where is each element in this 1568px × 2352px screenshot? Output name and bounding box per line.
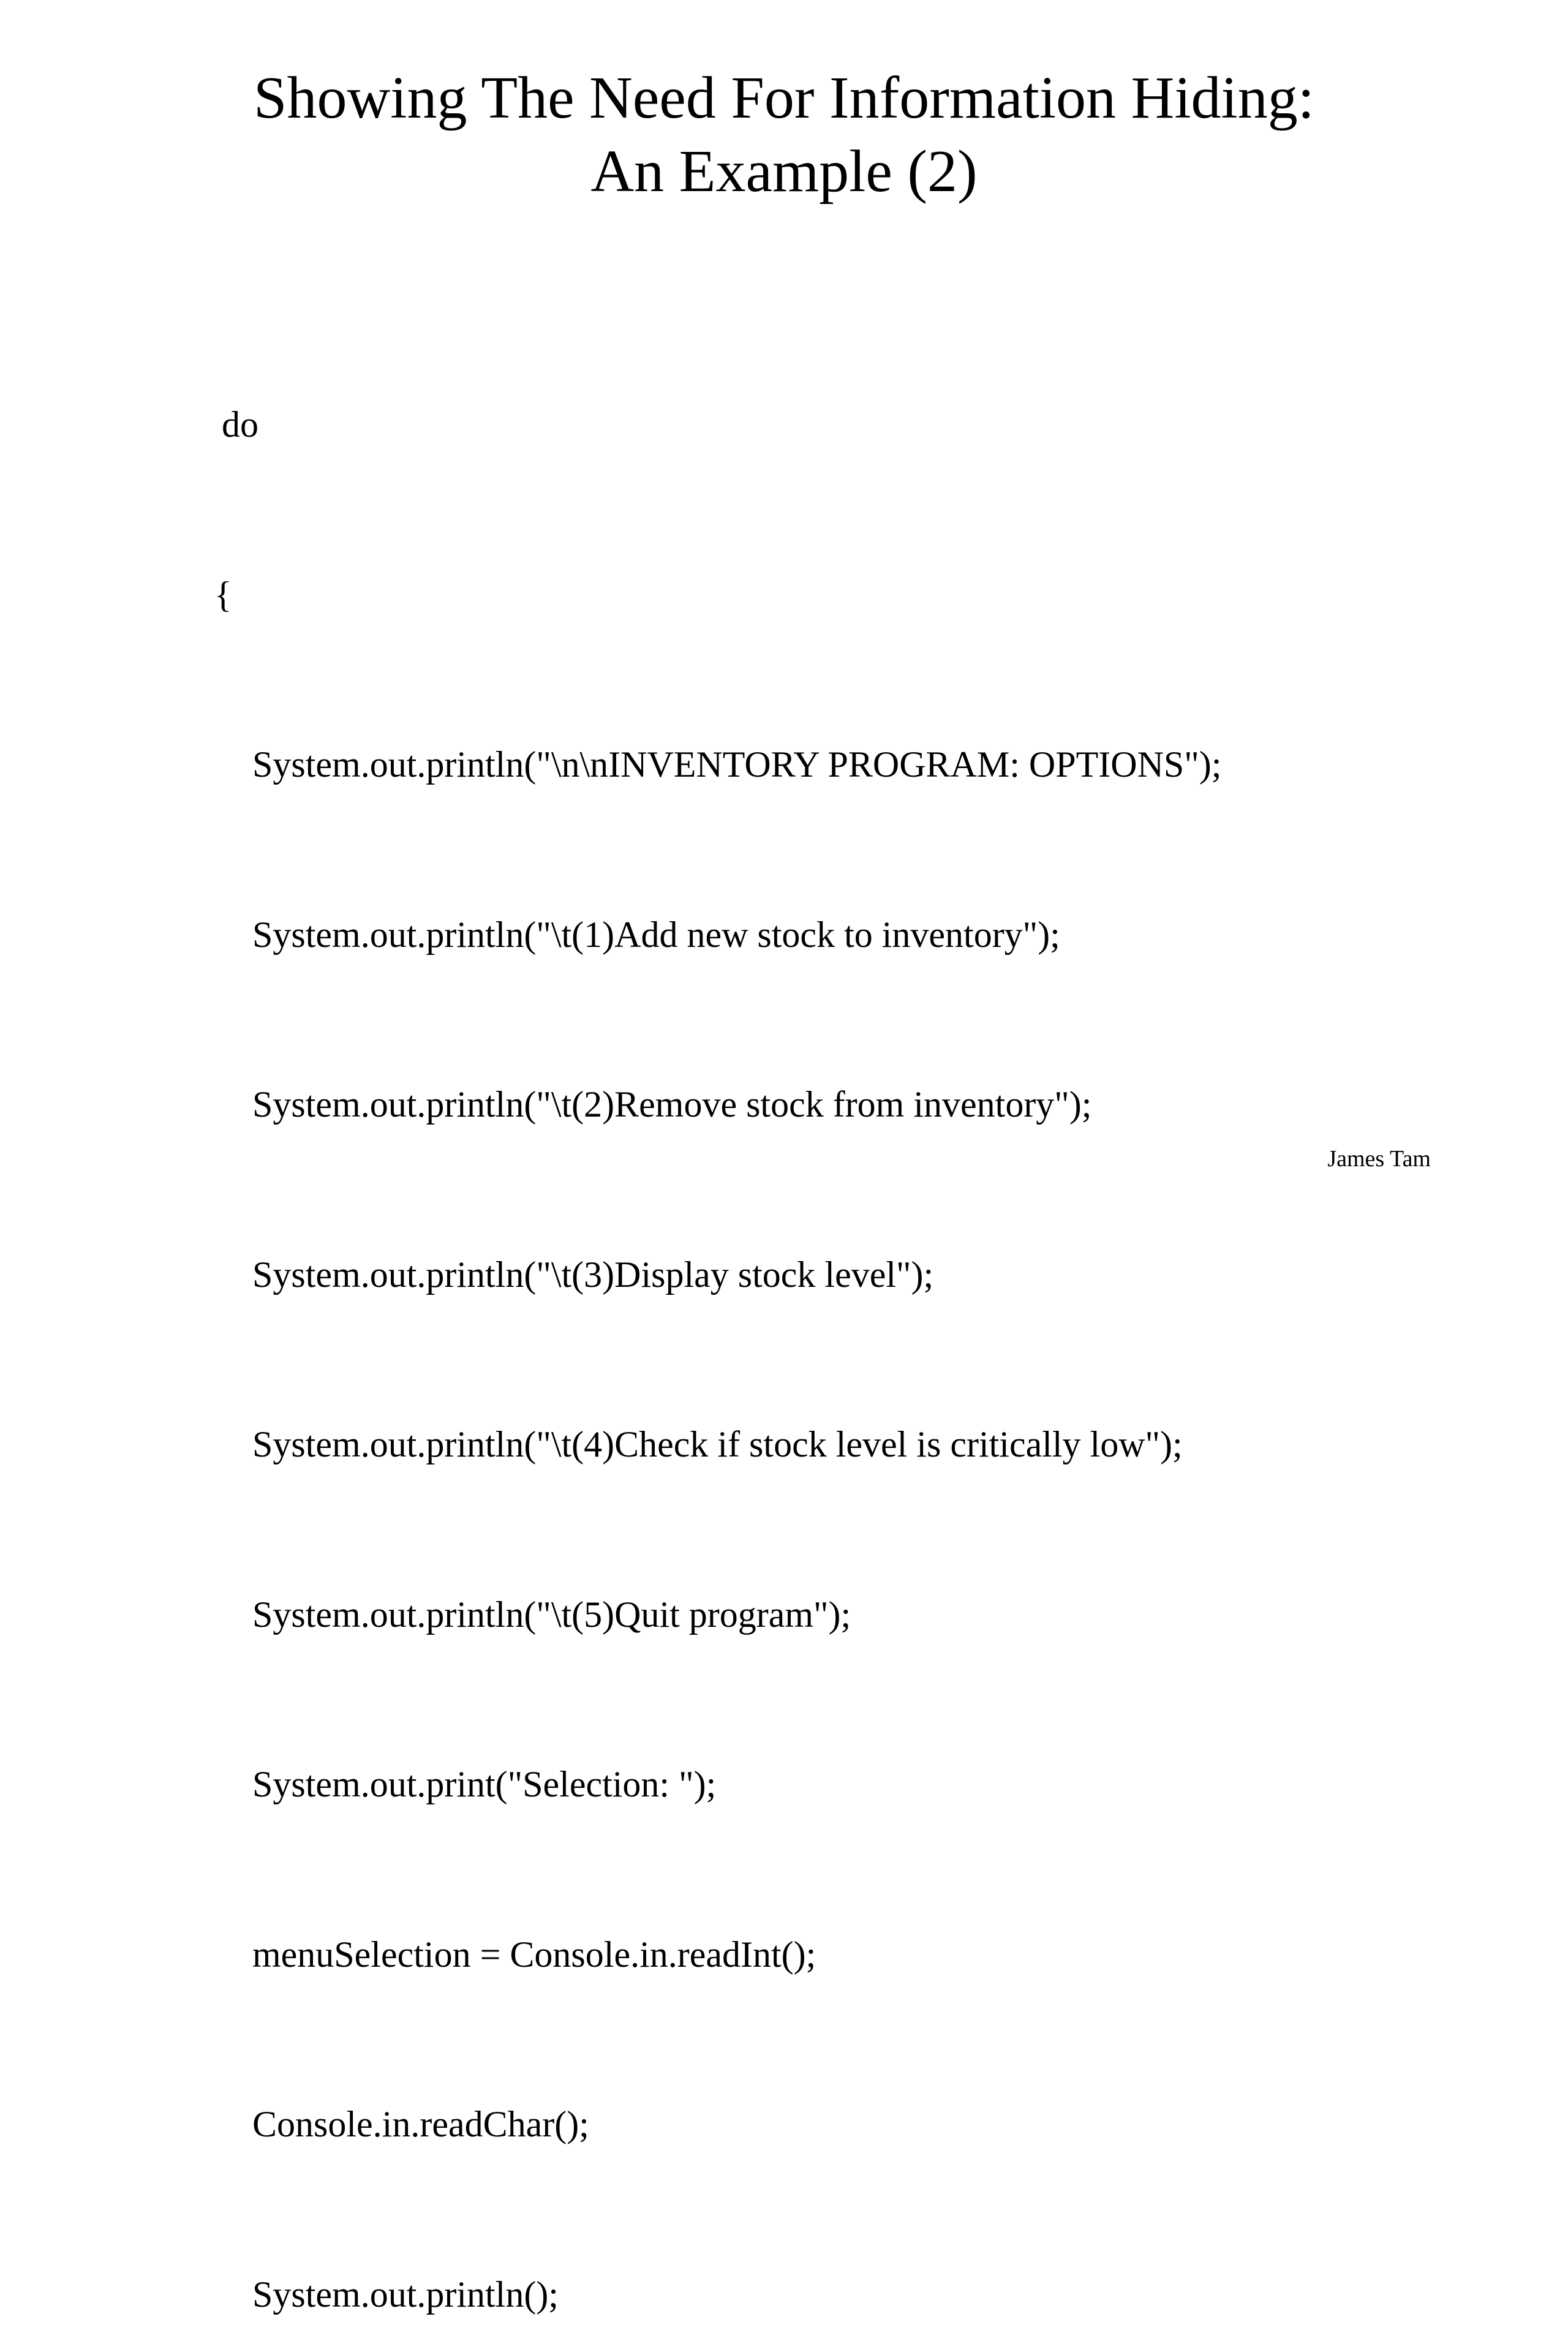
code-line: System.out.println("\n\nINVENTORY PROGRAM: OPTIONS"); [252,744,1222,785]
code-line: System.out.println("\t(4)Check if stock level is critically low"); [252,1424,1183,1464]
code-line: menuSelection = Console.in.readInt(); [252,1934,816,1975]
slide-title [0,61,1568,208]
footer-author: James Tam [1327,1146,1431,1172]
code-line: System.out.print("Selection: "); [252,1764,717,1804]
code-line: System.out.println(); [252,2274,559,2315]
code-line: System.out.println("\t(1)Add new stock to inventory"); [252,914,1060,955]
code-block [214,283,1221,2352]
code-line-do: do [222,404,258,445]
code-line-open-brace: { [214,574,232,615]
code-line: System.out.println("\t(5)Quit program"); [252,1594,851,1635]
slide-title-line-1: Showing The Need For Information Hiding: [253,65,1315,131]
code-line: Console.in.readChar(); [252,2104,589,2144]
code-line: System.out.println("\t(2)Remove stock from inventory"); [252,1084,1092,1125]
slide-title-line-2: An Example (2) [590,138,978,205]
code-line: System.out.println("\t(3)Display stock level"); [252,1254,934,1295]
